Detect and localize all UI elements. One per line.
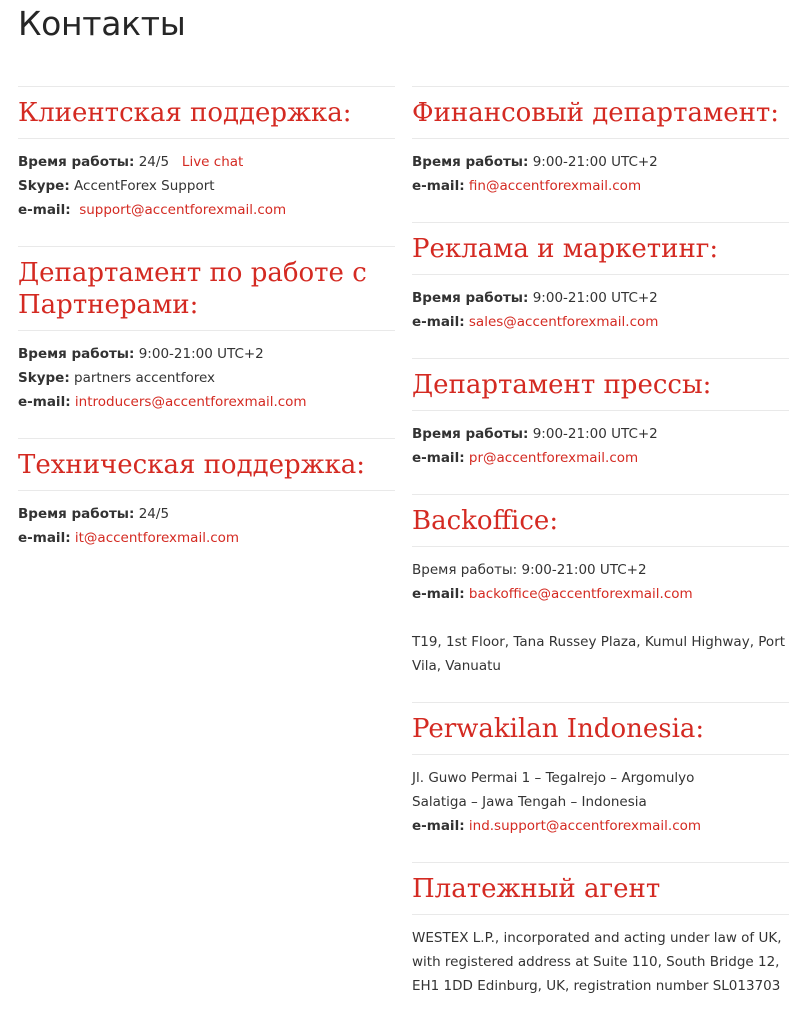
section-title: Perwakilan Indonesia: <box>412 703 789 755</box>
email-link[interactable]: pr@accentforexmail.com <box>468 450 639 466</box>
skype-label: Skype: <box>18 178 70 194</box>
hours-label: Время работы: <box>18 154 135 170</box>
section-partners <box>18 246 395 438</box>
live-chat-link[interactable]: Live chat <box>181 154 244 170</box>
hours-value: 9:00-21:00 UTC+2 <box>521 562 647 578</box>
email-label: e-mail: <box>412 178 465 194</box>
email-link[interactable]: backoffice@accentforexmail.com <box>468 586 693 602</box>
section-body <box>412 411 789 494</box>
hours-label: Время работы: <box>18 506 135 522</box>
section-title: Департамент по работе с Партнерами: <box>18 247 395 331</box>
hours-label: Время работы: <box>412 562 518 578</box>
email-link[interactable]: support@accentforexmail.com <box>79 202 287 218</box>
section-body <box>412 547 789 702</box>
section-title: Финансовый департамент: <box>412 87 789 139</box>
hours-value: 24/5 <box>138 154 170 170</box>
email-link[interactable]: sales@accentforexmail.com <box>468 314 659 330</box>
agent-details: WESTEX L.P., incorporated and acting under law of UK, with registered address at Suite 110, South Bridge 12, EH1 1DD Edinburg, UK, registration number SL013703 <box>412 930 782 994</box>
section-title: Backoffice: <box>412 495 789 547</box>
email-label: e-mail: <box>18 394 71 410</box>
skype-value: AccentForex Support <box>74 178 215 194</box>
section-press <box>412 358 789 494</box>
section-body <box>412 755 789 862</box>
section-title: Клиентская поддержка: <box>18 87 395 139</box>
email-label: e-mail: <box>18 530 71 546</box>
hours-label: Время работы: <box>412 154 529 170</box>
hours-value: 9:00-21:00 UTC+2 <box>138 346 264 362</box>
email-label: e-mail: <box>412 586 465 602</box>
office-address: T19, 1st Floor, Tana Russey Plaza, Kumul Highway, Port Vila, Vanuatu <box>412 634 786 674</box>
section-body <box>18 331 395 438</box>
hours-value: 9:00-21:00 UTC+2 <box>532 290 658 306</box>
section-title: Техническая поддержка: <box>18 439 395 491</box>
left-column <box>18 86 395 574</box>
section-backoffice <box>412 494 789 702</box>
address-line: Jl. Guwo Permai 1 – Tegalrejo – Argomulyo <box>412 770 695 786</box>
skype-label: Skype: <box>18 370 70 386</box>
hours-label: Время работы: <box>412 290 529 306</box>
hours-label: Время работы: <box>18 346 135 362</box>
section-indonesia <box>412 702 789 862</box>
section-body <box>18 491 395 574</box>
skype-value: partners accentforex <box>74 370 216 386</box>
email-link[interactable]: introducers@accentforexmail.com <box>74 394 307 410</box>
email-link[interactable]: it@accentforexmail.com <box>74 530 240 546</box>
page-title: Контакты <box>18 4 186 43</box>
section-body <box>18 139 395 246</box>
hours-value: 9:00-21:00 UTC+2 <box>532 426 658 442</box>
address-line: Salatiga – Jawa Tengah – Indonesia <box>412 794 647 810</box>
section-title: Департамент прессы: <box>412 359 789 411</box>
section-title: Платежный агент <box>412 863 789 915</box>
hours-value: 24/5 <box>138 506 170 522</box>
right-column <box>412 86 789 1022</box>
email-label: e-mail: <box>412 818 465 834</box>
section-title: Реклама и маркетинг: <box>412 223 789 275</box>
section-marketing <box>412 222 789 358</box>
email-label: e-mail: <box>412 450 465 466</box>
email-link[interactable]: ind.support@accentforexmail.com <box>468 818 702 834</box>
section-body <box>412 139 789 222</box>
section-body <box>412 275 789 358</box>
section-client-support <box>18 86 395 246</box>
section-body <box>412 915 789 1022</box>
email-link[interactable]: fin@accentforexmail.com <box>468 178 642 194</box>
section-payment-agent <box>412 862 789 1022</box>
email-label: e-mail: <box>18 202 71 218</box>
email-label: e-mail: <box>412 314 465 330</box>
section-finance <box>412 86 789 222</box>
hours-label: Время работы: <box>412 426 529 442</box>
section-tech-support <box>18 438 395 574</box>
hours-value: 9:00-21:00 UTC+2 <box>532 154 658 170</box>
